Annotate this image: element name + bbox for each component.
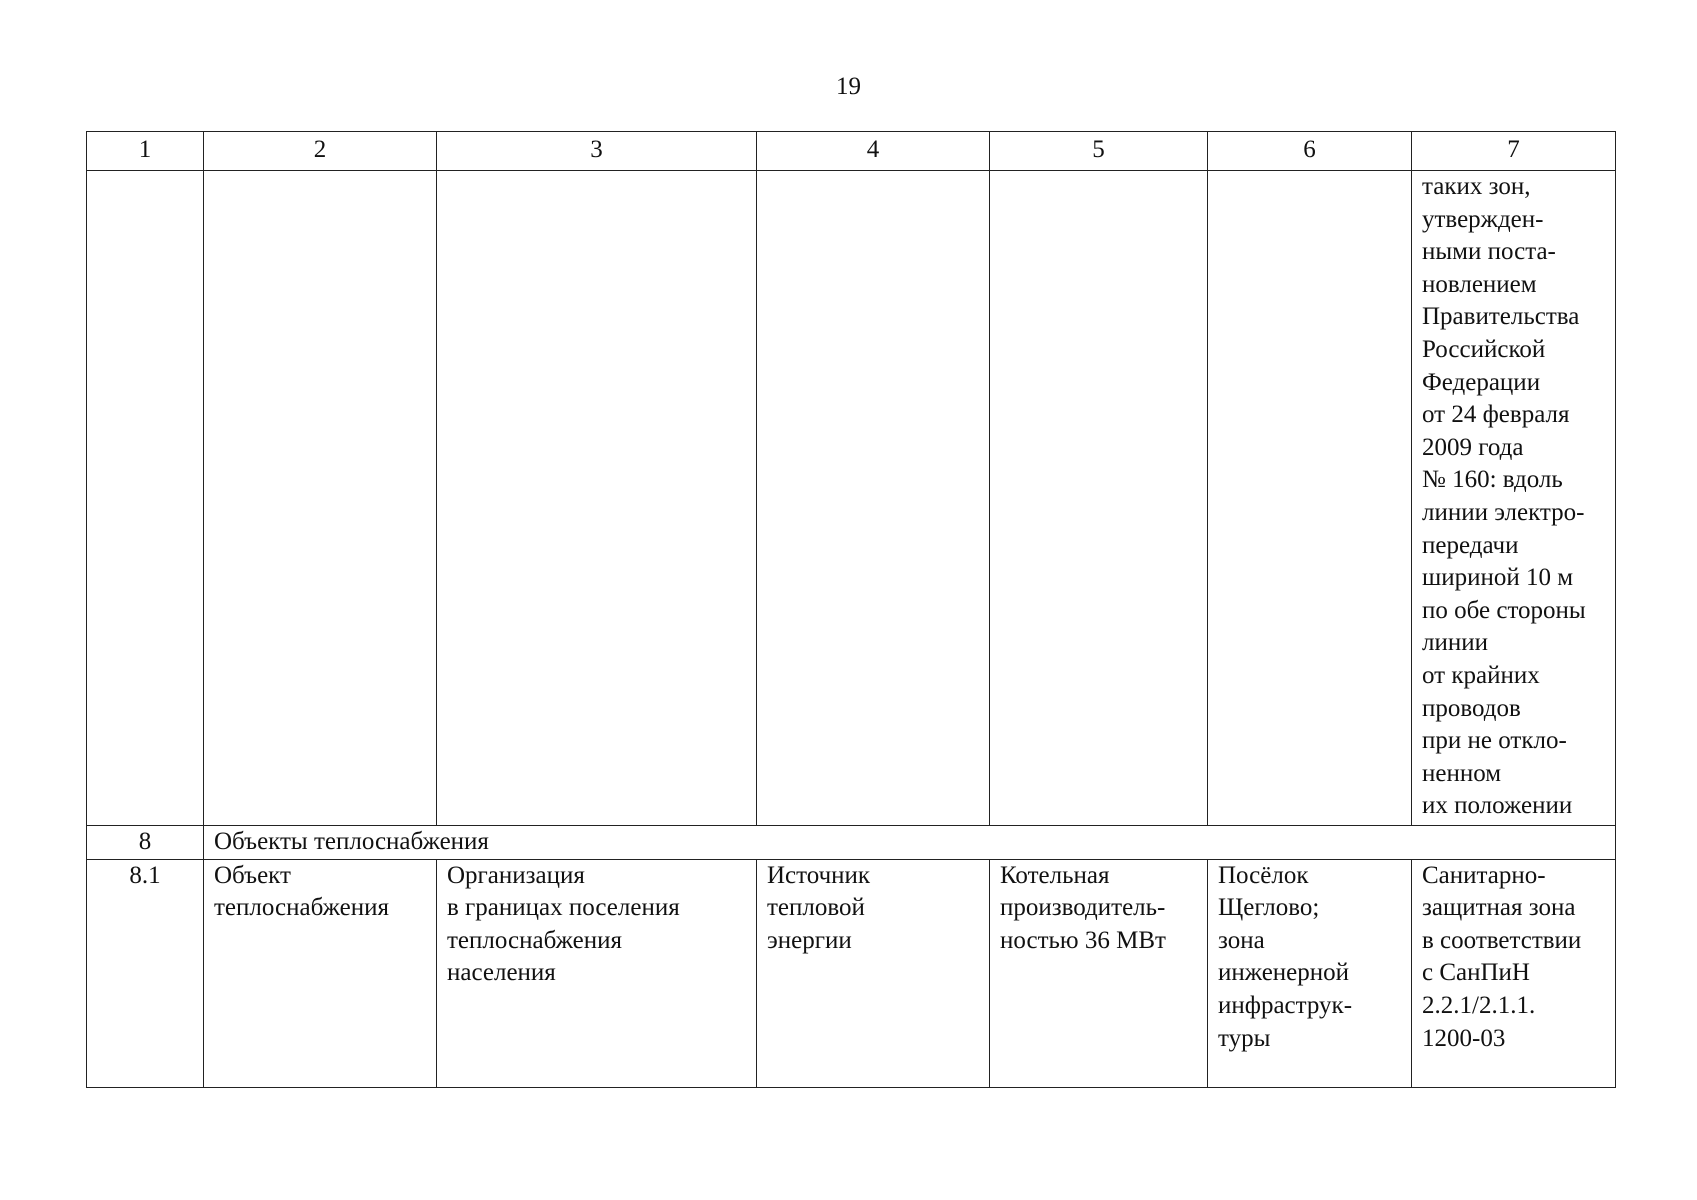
cont-cell-2 [204,171,437,826]
header-col-4: 4 [757,132,990,171]
cont-cell-7-zone-text: таких зон, утвержден- ными поста- новлением Правительства Российской Федерации от 24 февраля 2009 года № 160: вдоль линии электро- передачи шириной 10 м по обе стороны линии от крайних проводов при не откло- ненном их положении [1412,171,1616,826]
header-col-1: 1 [87,132,204,171]
section-number: 8 [87,826,204,860]
item-row [87,859,1616,1087]
continuation-row [87,171,1616,826]
item-kind: Источник тепловой энергии [757,859,990,1087]
header-col-7: 7 [1412,132,1616,171]
page-number: 19 [836,73,861,100]
item-purpose: Организация в границах поселения теплоснабжения населения [437,859,757,1087]
cont-cell-3 [437,171,757,826]
cont-cell-4 [757,171,990,826]
cont-cell-5 [990,171,1208,826]
header-col-3: 3 [437,132,757,171]
header-col-2: 2 [204,132,437,171]
item-location: Посёлок Щеглово; зона инженерной инфраструк- туры [1208,859,1412,1087]
header-col-5: 5 [990,132,1208,171]
header-col-6: 6 [1208,132,1412,171]
cont-cell-6 [1208,171,1412,826]
section-row [87,826,1616,860]
column-number-header-row [87,132,1616,171]
item-number: 8.1 [87,859,204,1087]
section-title: Объекты теплоснабжения [204,826,1616,860]
cont-cell-1 [87,171,204,826]
item-object-type: Объект теплоснабжения [204,859,437,1087]
objects-table [86,131,1616,1088]
item-characteristics: Котельная производитель- ностью 36 МВт [990,859,1208,1087]
item-zone: Санитарно- защитная зона в соответствии с СанПиН 2.2.1/2.1.1. 1200-03 [1412,859,1616,1087]
